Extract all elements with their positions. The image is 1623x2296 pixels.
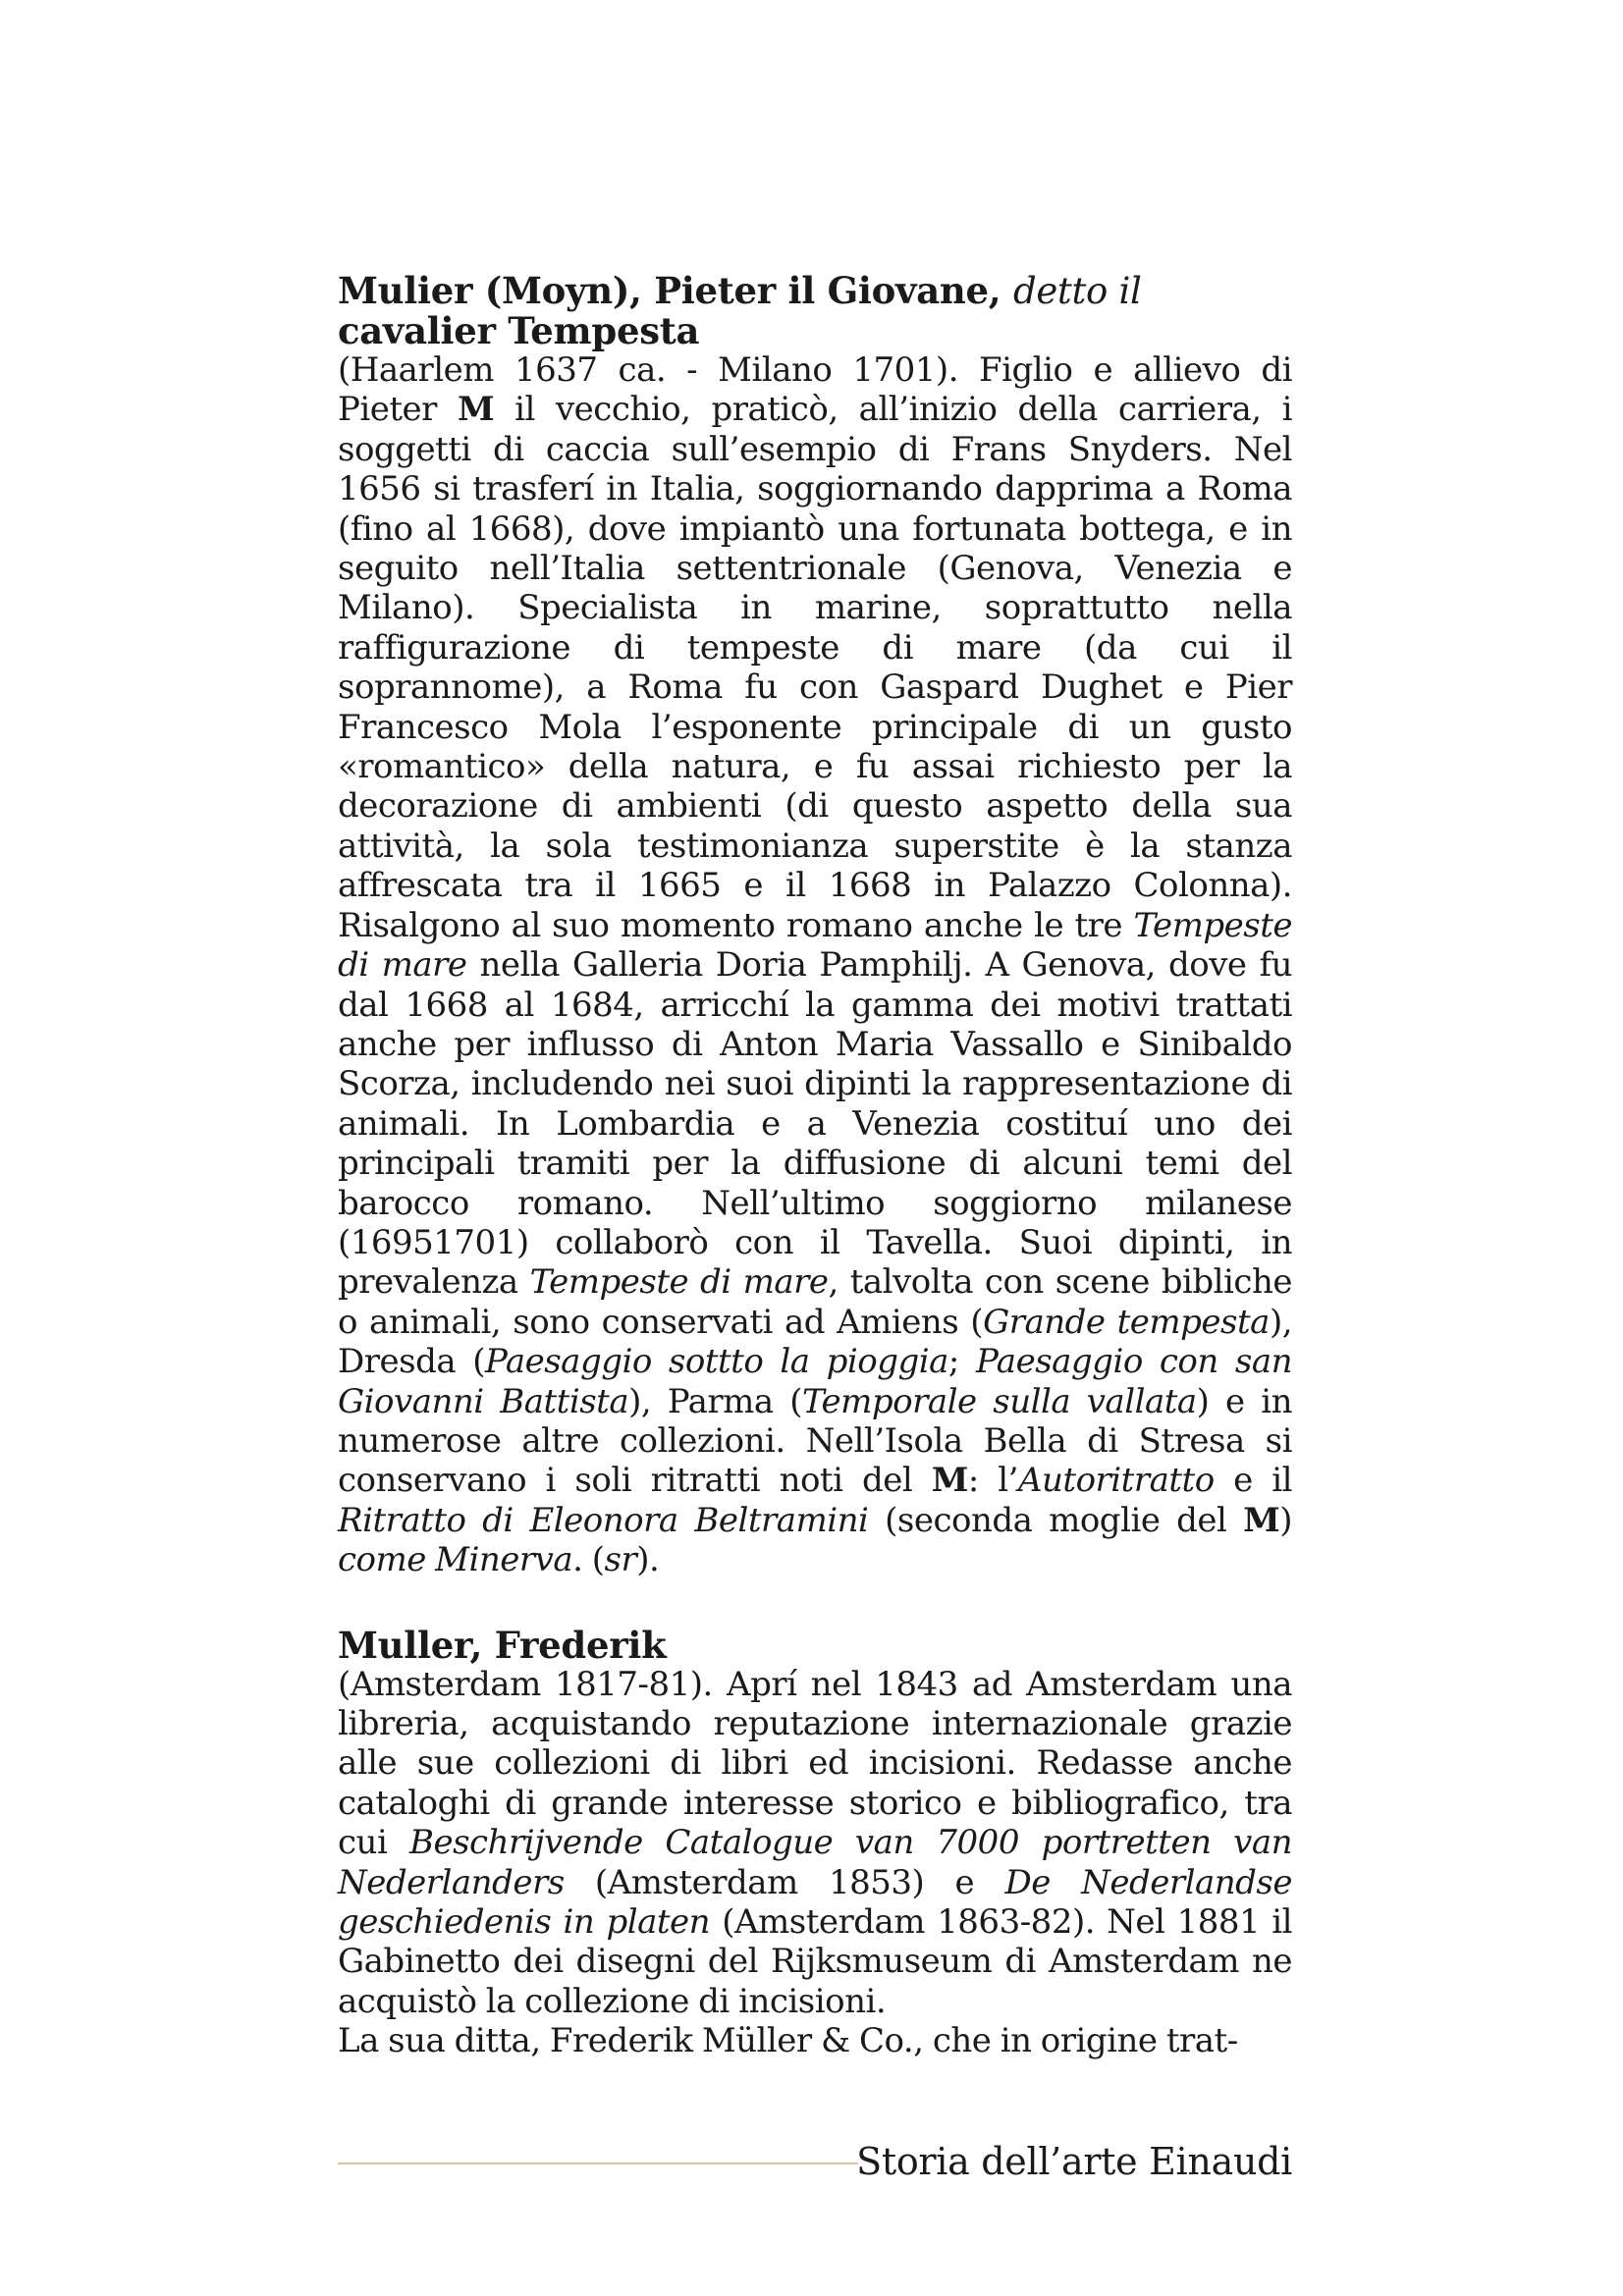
page-footer (338, 2137, 1292, 2186)
text-run: ; (947, 1342, 976, 1382)
text-run: . ( (572, 1540, 605, 1580)
entry-muller (338, 1623, 1293, 2061)
text-run: (Amsterdam 1863-82). Nel 1881 il Gabinetto dei disegni del Rijksmuseum di Amsterdam ne acquistò la collezione di incisioni. (338, 1902, 1292, 2021)
text-run: nella Galleria Doria Pamphilj. A Genova, dove fu dal 1668 al 1684, arricchí la gamma dei motivi trattati anche per influsso di Anton Maria Vassallo e Sinibaldo Scorza, includendo nei suoi dipinti la rappresentazione di animali. In Lombardia e a Venezia costituí uno dei principali tramiti per la diffusione di alcuni temi del barocco romano. Nell’ultimo soggiorno milanese (16951701) collaborò con il Tavella. Suoi dipinti, in prevalenza (338, 945, 1292, 1303)
entry-text (338, 1665, 1292, 2022)
entry-title-name: Muller, Frederik (338, 1623, 667, 1667)
italic-run: Ritratto di Eleonora Beltramini (338, 1500, 869, 1540)
bold-run: M (1243, 1500, 1280, 1540)
entry-title-nickname: cavalier Tempesta (338, 309, 700, 352)
entry-text-continued: La sua ditta, Frederik Müller & Co., che in origine trat- (338, 2021, 1238, 2061)
bold-run: M (457, 390, 495, 430)
italic-run: Temporale sulla vallata (802, 1381, 1197, 1421)
footer-rule (338, 2163, 858, 2164)
entry-title-italic: detto il (1012, 270, 1142, 312)
text-run: ) (1279, 1500, 1292, 1540)
italic-run: Tempeste di mare (529, 1262, 829, 1303)
text-run: (Amsterdam 1817-81). Aprí nel 1843 ad Amsterdam una libreria, acquistando reputazione internazionale grazie alle sue collezioni di libri ed incisioni. Redasse anche cataloghi di grande interesse storico e bibliografico, tra cui (338, 1664, 1292, 1863)
entry-title (338, 1623, 1292, 1667)
italic-run: sr (604, 1540, 637, 1580)
bold-run: M (931, 1461, 968, 1501)
text-run: , talvolta con scene bibliche o animali, sono conservati ad Amiens ( (338, 1262, 1292, 1342)
italic-run: Paesaggio sottto la pioggia (484, 1342, 948, 1382)
text-run: (Amsterdam 1853) e (564, 1862, 1005, 1902)
text-run: il vecchio, praticò, all’inizio della carriera, i soggetti di caccia sull’esempio di Frans Snyders. Nel 1656 si trasferí in Italia, soggiornando dapprima a Roma (fino al 1668), dove impiantò una fortunata bottega, e in seguito nell’Italia settentrionale (Genova, Venezia e Milano). Specialista in marine, soprattutto nella raffigurazione di tempeste di mare (da cui il soprannome), a Roma fu con Gaspard Dughet e Pier Francesco Mola l’esponente principale di un gusto «romantico» della natura, e fu assai richiesto per la decorazione di ambienti (di questo aspetto della sua attività, la sola testimonianza superstite è la stanza affrescata tra il 1665 e il 1668 in Palazzo Colonna). Risalgono al suo momento romano anche le tre (338, 390, 1292, 945)
italic-run: come Minerva (338, 1540, 573, 1580)
text-run: : l’ (967, 1461, 1018, 1501)
italic-run: Grande tempesta (983, 1302, 1270, 1342)
text-run: (seconda moglie del (868, 1500, 1244, 1540)
entry-text (338, 350, 1292, 1580)
text-run: ). (636, 1540, 660, 1580)
entry-title (338, 271, 1292, 350)
page-body (338, 271, 1292, 2061)
italic-run: De Nederlandse geschiedenis in platen (338, 1862, 1293, 1943)
text-run: ), Parma ( (628, 1381, 803, 1421)
text-run: (Haarlem 1637 ca. - Milano 1701). Figlio e allievo di Pieter (338, 350, 1292, 430)
entry-title-name: Mulier (Moyn), Pieter il Giovane, (338, 269, 1001, 312)
italic-run: Paesaggio con san Giovanni Battista (338, 1342, 1292, 1421)
text-run: e il (1214, 1461, 1293, 1501)
italic-run: Beschrijvende Catalogue van 7000 portretten van Nederlanders (338, 1823, 1292, 1902)
entry-mulier (338, 271, 1292, 1580)
italic-run: Autoritratto (1017, 1461, 1215, 1501)
footer-title: Storia dell’arte Einaudi (856, 2140, 1292, 2183)
text-run: ) e in numerose altre collezioni. Nell’Isola Bella di Stresa si conservano i soli ritratti noti del (338, 1381, 1293, 1501)
text-run: ), Dresda ( (338, 1302, 1293, 1382)
italic-run: Tempeste di mare (338, 905, 1292, 986)
